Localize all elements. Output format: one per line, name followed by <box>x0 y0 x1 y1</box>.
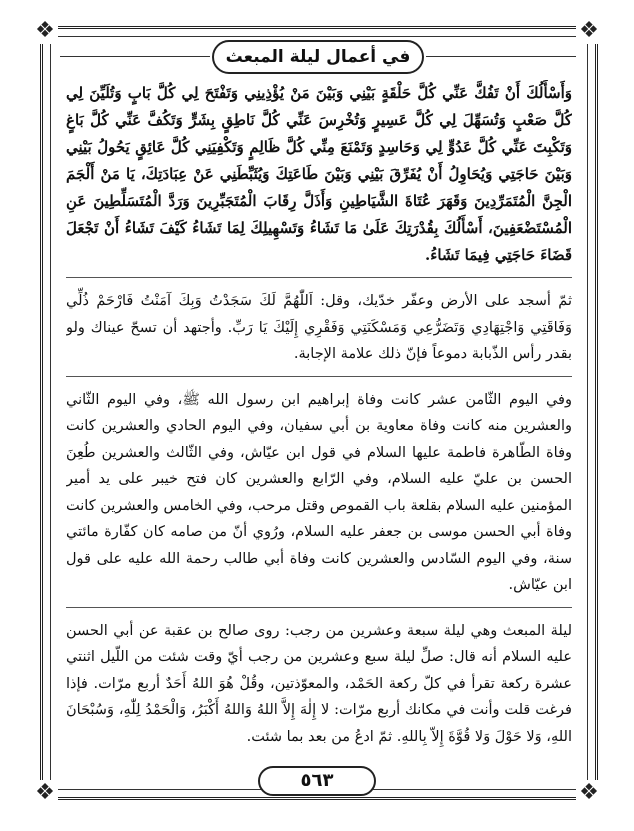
paragraph-prostration: ثمّ أسجد على الأرض وعفّر خدّيك، وقل: اَللّٰهُمَّ لَكَ سَجَدْتُ وَبِكَ آمَنْتُ فَارْحَمْ ذُلِّي وَفَاقَتِي وَاجْتِهَادِي وَتَضَرُّعِي وَمَسْكَنَتِي وَفَقْرِي إِلَيْكَ يَا رَبِّ. وأجتهد أن تسحّ عيناك ولو بقدر رأس الذّبابة دموعاً فإنّ ذلك علامة الإجابة. <box>66 293 572 362</box>
corner-ornament-top-left: ❖ <box>32 18 58 44</box>
section-divider <box>66 607 572 608</box>
corner-ornament-bottom-left: ❖ <box>32 780 58 806</box>
page-body <box>66 80 572 760</box>
paragraph-dua: وَأَسْأَلُكَ أَنْ تَفُكَّ عَنِّي كُلَّ حَلْقَةٍ بَيْنِي وَبَيْنَ مَنْ يُؤْذِينِي وَتَفْتَحَ لِي كُلَّ بَابٍ وَتُلَيِّنَ لِي كُلَّ صَعْبٍ وَتُسَهِّلَ لِي كُلَّ عَسِيرٍ وَتُخْرِسَ عَنِّي كُلَّ نَاطِقٍ بِشَرٍّ وَتَكُفَّ عَنِّي كُلَّ بَاغٍ وَتَكْبِتَ عَنِّي كُلَّ عَدُوٍّ لِي وَحَاسِدٍ وَتَمْنَعَ مِنِّي كُلَّ ظَالِمٍ وَتَكْفِيَنِي كُلَّ عَائِقٍ يَحُولُ بَيْنِي وَبَيْنَ حَاجَتِي وَيُحَاوِلُ أَنْ يُفَرِّقَ بَيْنِي وَبَيْنَ طَاعَتِكَ وَيُثَبِّطَنِي عَنْ عِبَادَتِكَ، يَا مَنْ أَلْجَمَ الْجِنَّ الْمُتَمَرِّدِينَ وَقَهَرَ عُتَاةَ الشَّيَاطِينِ وَأَذَلَّ رِقَابَ الْمُتَجَبِّرِينَ وَرَدَّ الْمُتَسَلِّطِينَ عَنِ الْمُسْتَضْعَفِينَ، أَسْأَلُكَ بِقُدْرَتِكَ عَلَىٰ مَا تَشَاءُ وَتَسْهِيلِكَ لِمَا تَشَاءُ كَيْفَ تَشَاءُ أَنْ تَجْعَلَ قَضَاءَ حَاجَتِي فِيمَا تَشَاءُ. <box>66 84 572 264</box>
page-number: ٥٦٣ <box>258 766 376 796</box>
page-title: في أعمال ليلة المبعث <box>212 40 424 74</box>
section-divider <box>66 376 572 377</box>
paragraph-rajab-events: وفي اليوم الثّامن عشر كانت وفاة إبراهيم ابن رسول الله ﷺ، وفي اليوم الثّاني والعشرين منه كانت وفاة معاوية بن أبي سفيان، وفي اليوم الحادي والعشرين كانت وفاة الطّاهرة فاطمة عليها السلام في قول ابن عيّاش، وفي الثّالث والعشرين طُعِنَ الحسن بن عليّ عليه السلام، وفي الرّابع والعشرين كان فتح خيبر على يد أمير المؤمنين عليه السلام بقلعة باب القموص وقتل مرحب، وفي الخامس والعشرين كانت وفاة أبي الحسن موسى بن جعفر عليه السلام، ورُوي أنّ من صامه كان كفّارة مائتي سنة، وفي اليوم السّادس والعشرين كانت وفاة أبي طالب رحمة الله عليه على قول ابن عيّاش. <box>66 391 572 593</box>
paragraph-mabath-night: ليلة المبعث وهي ليلة سبعة وعشرين من رجب: روى صالح بن عقبة عن أبي الحسن عليه السلام أنه قال: صلِّ ليلة سبع وعشرين من رجب أيّ وقت شئت من اللّيل اثنتي عشرة ركعة تقرأ في كلّ ركعة الحَمْد، والمعوّذتين، وقُلْ هُوَ اللهُ أَحَدٌ أربع مرّات. فإذا فرغت قلت وأنت في مكانك أربع مرّات: لا إِلٰهَ إِلاَّ اللهُ وَاللهُ أَكْبَرُ، وَالْحَمْدُ لِلّٰهِ، وَسُبْحَانَ اللهِ، وَلا حَوْلَ وَلا قُوَّةَ إِلاّ بِاللهِ. ثمّ ادعُ من بعد بما شئت. <box>66 622 572 745</box>
corner-ornament-bottom-right: ❖ <box>576 780 602 806</box>
section-divider <box>66 277 572 278</box>
corner-ornament-top-right: ❖ <box>576 18 602 44</box>
